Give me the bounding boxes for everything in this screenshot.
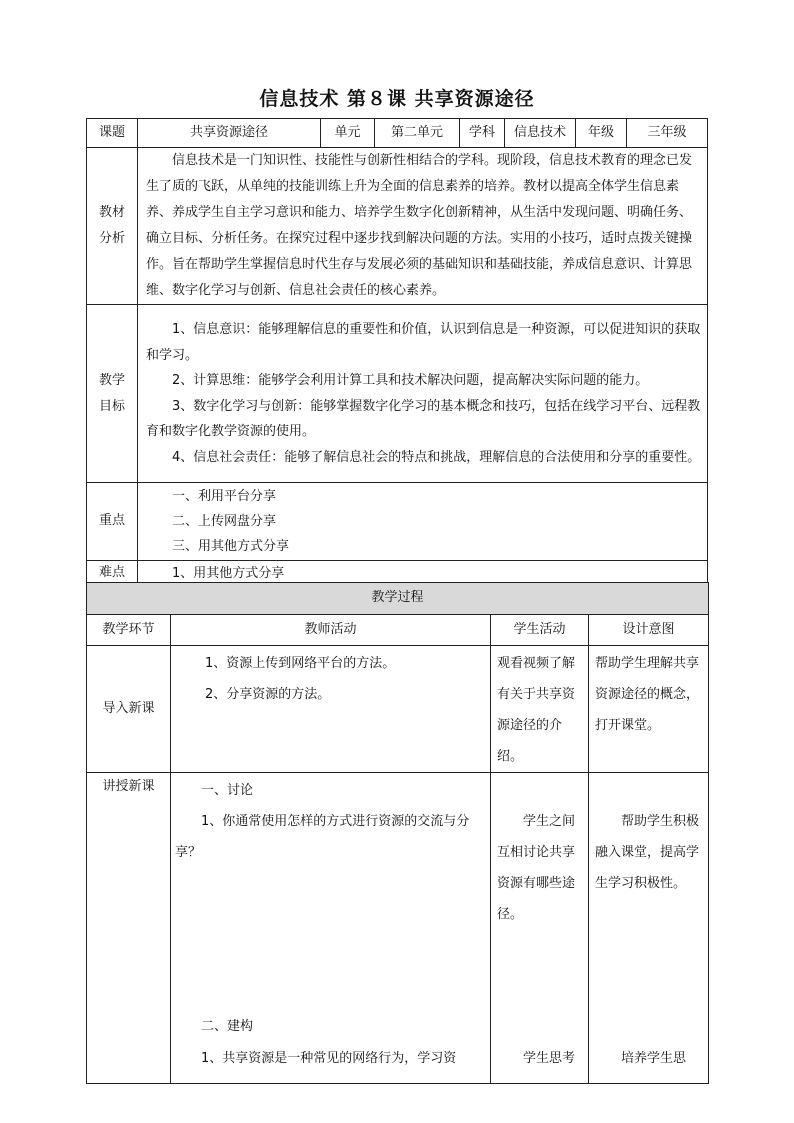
lesson-info-table: [86, 118, 708, 587]
goals-content: [138, 305, 708, 483]
intro-stage: 导入新课: [87, 646, 171, 773]
header-row: [87, 119, 708, 148]
discussion-heading: 一、讨论: [201, 783, 254, 798]
teaching-intent: 帮助学生积极融入课堂，提高学生学习积极性。 培养学生思: [589, 773, 709, 1084]
goals-label: 教学 目标: [87, 305, 138, 483]
goal-item: 3、数字化学习与创新：能够掌握数字化学习的基本概念和技巧，包括在线学习平台、远程教育和数字化教学资源的使用。: [146, 398, 701, 439]
goals-row: [87, 305, 708, 483]
col-student: 学生活动: [491, 615, 589, 646]
goal-item: 1、信息意识：能够理解信息的重要性和价值，认识到信息是一种资源，可以促进知识的获取和学习。: [146, 322, 701, 363]
course-value: 共享资源途径: [138, 119, 321, 148]
analysis-content: [138, 148, 708, 305]
subject-label: 学科: [460, 119, 505, 148]
col-stage: 教学环节: [87, 615, 171, 646]
grade-value: 三年级: [627, 119, 708, 148]
process-header-row: [87, 615, 709, 646]
col-teacher: 教师活动: [171, 615, 491, 646]
key-point-item: 三、用其他方式分享: [172, 539, 290, 554]
teaching-stage: 讲授新课: [87, 773, 171, 1084]
process-title: 教学过程: [87, 583, 709, 615]
page-title: 信息技术 第８课 共享资源途径: [259, 88, 535, 110]
discussion-question: 1、你通常使用怎样的方式进行资源的交流与分享？: [175, 814, 470, 860]
course-label: 课题: [87, 119, 138, 148]
analysis-label: 教材 分析: [87, 148, 138, 305]
analysis-text: 信息技术是一门知识性、技能性与创新性相结合的学科。现阶段，信息技术教育的理念已发生了质的飞跃，从单纯的技能训练上升为全面的信息素养的培养。教材以提高全体学生信息素养、养成学生自主学习意识和能力、培养学生数字化创新精神，从生活中发现问题、明确任务、确立目标、分析任务。在探究过程中逐步找到解决问题的方法。实用的小技巧，适时点拨关键操作。旨在帮助学生掌握信息时代生存与发展必须的基础知识和基础技能，养成信息意识、计算思维、数字化学习与创新、信息社会责任的核心素养。: [146, 153, 693, 298]
construct-question: 1、共享资源是一种常见的网络行为，学习资: [201, 1051, 457, 1066]
intro-teacher-item: 2、分享资源的方法。: [205, 687, 331, 702]
key-point-item: 一、利用平台分享: [172, 489, 277, 504]
key-points-row: [87, 483, 708, 561]
goal-item: 2、计算思维：能够学会利用计算工具和技术解决问题，提高解决实际问题的能力。: [172, 373, 649, 388]
subject-value: 信息技术: [505, 119, 576, 148]
teaching-row: [87, 773, 709, 1084]
process-table: [86, 582, 709, 1084]
process-title-row: [87, 583, 709, 615]
difficulty-label: 难点: [87, 561, 138, 587]
teaching-teacher: [171, 773, 491, 1084]
unit-label: 单元: [321, 119, 375, 148]
intro-intent: 帮助学生理解共享资源途径的概念，打开课堂。: [589, 646, 709, 773]
key-points-content: [138, 483, 708, 561]
analysis-row: [87, 148, 708, 305]
intro-teacher: [171, 646, 491, 773]
goal-item: 4、信息社会责任：能够了解信息社会的特点和挑战，理解信息的合法使用和分享的重要性。: [172, 449, 701, 465]
difficulty-text: 1、用其他方式分享: [172, 566, 285, 581]
key-point-item: 二、上传网盘分享: [172, 514, 277, 529]
grade-label: 年级: [576, 119, 627, 148]
intro-student: 观看视频了解有关于共享资源途径的介绍。: [491, 646, 589, 773]
unit-value: 第二单元: [375, 119, 460, 148]
intro-row: [87, 646, 709, 773]
teaching-student: 学生之间互相讨论共享资源有哪些途径。 学生思考: [491, 773, 589, 1084]
key-points-label: 重点: [87, 483, 138, 561]
intro-teacher-item: 1、资源上传到网络平台的方法。: [205, 656, 396, 671]
col-intent: 设计意图: [589, 615, 709, 646]
construct-heading: 二、建构: [201, 1019, 254, 1034]
